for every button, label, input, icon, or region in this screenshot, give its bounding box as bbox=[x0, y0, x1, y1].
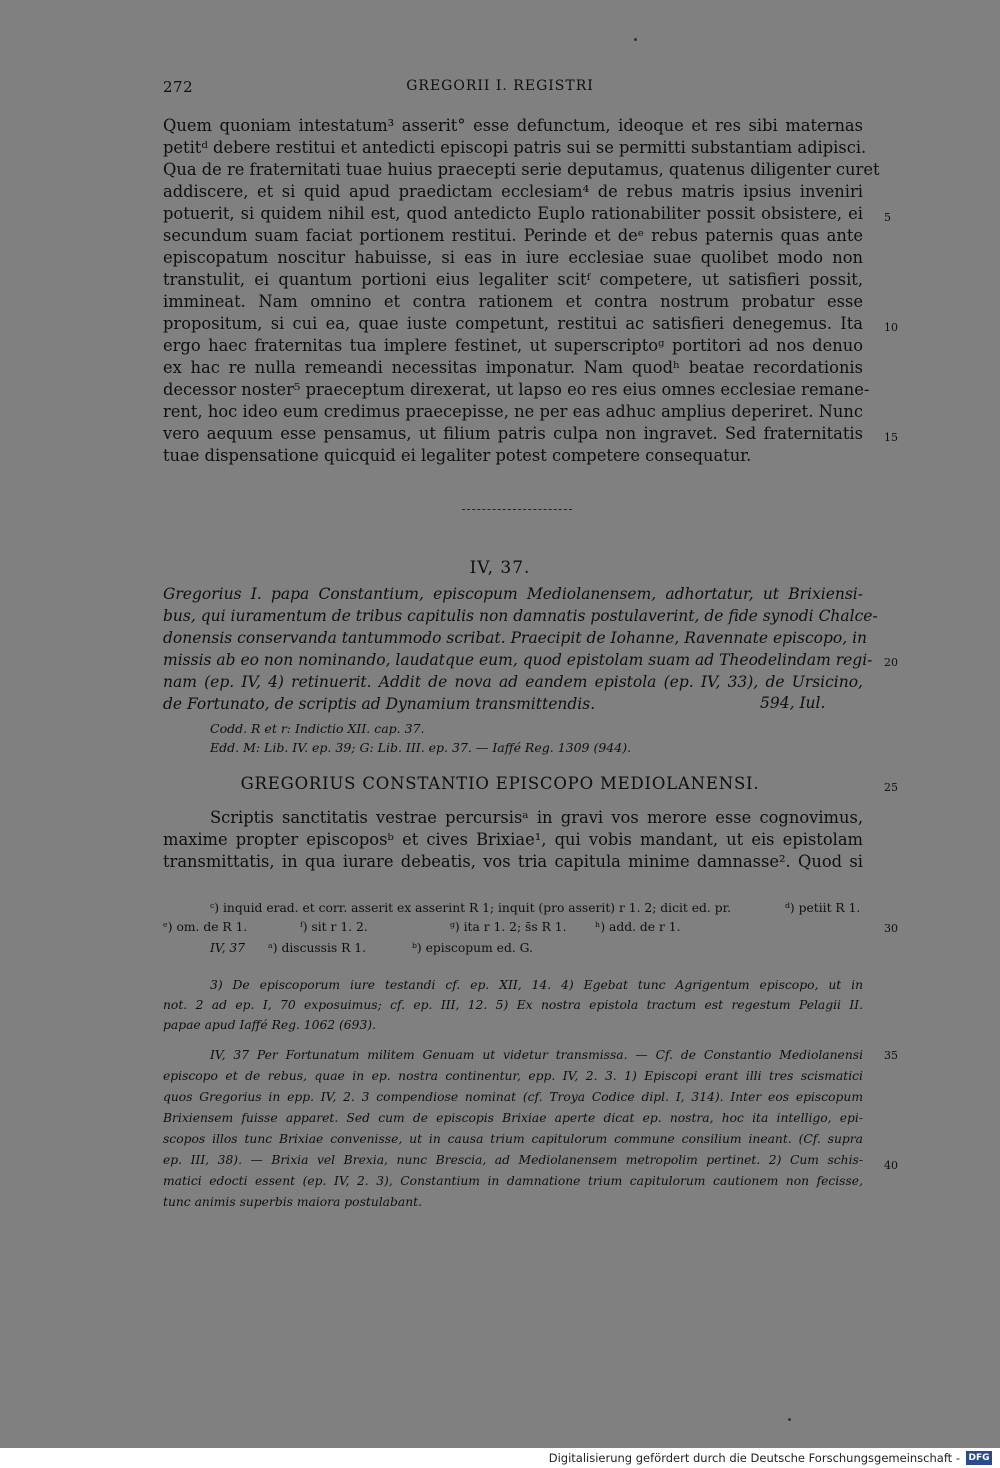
apparatus-note: ᶠ) sit r 1. 2. bbox=[300, 920, 368, 934]
apparatus-note: ᵉ) om. de R 1. bbox=[163, 920, 248, 934]
summary-line: missis ab eo non nominando, laudatque eum, quod epistolam suam ad Theodelindam regi- bbox=[163, 651, 873, 669]
letter-line: transmittatis, in qua iurare debeatis, vos tria capitula minime damnasse². Quod si bbox=[163, 852, 863, 871]
commentary-line: Brixiensem fuisse apparet. Sed cum de episcopis Brixiae aperte dicat ep. nostra, hoc ita intelligo, epi- bbox=[163, 1111, 863, 1125]
letter-line: Scriptis sanctitatis vestrae percursisᵃ in gravi vos merore esse cognovimus, bbox=[210, 808, 863, 827]
page-number: 272 bbox=[163, 78, 194, 96]
line-number: 15 bbox=[884, 431, 898, 444]
dfg-logo: DFG bbox=[966, 1451, 992, 1465]
commentary-line: matici edocti essent (ep. IV, 2. 3), Constantium in damnatione trium capitulorum cautionem non fecisse, bbox=[163, 1174, 863, 1188]
letter-title: GREGORIUS CONSTANTIO EPISCOPO MEDIOLANENSI. bbox=[240, 774, 760, 793]
commentary-line: episcopo et de rebus, quae in ep. nostra continentur, epp. IV, 2. 3. 1) Episcopi erant illi tres scismatici bbox=[163, 1069, 863, 1083]
line-number: 30 bbox=[884, 922, 898, 935]
commentary-line: tunc animis superbis maiora postulabant. bbox=[163, 1195, 422, 1209]
summary-line: Gregorius I. papa Constantium, episcopum Mediolanensem, adhortatur, ut Brixiensi- bbox=[163, 585, 863, 603]
apparatus-note: ʰ) add. de r 1. bbox=[595, 920, 681, 934]
body-line: episcopatum noscitur habuisse, si eas in iure ecclesiae suae quolibet modo non bbox=[163, 248, 863, 267]
body-line: transtulit, ei quantum portioni eius legaliter scitᶠ competere, ut satisfieri possit, bbox=[163, 270, 863, 289]
summary-line: bus, qui iuramentum de tribus capitulis non damnatis postulaverint, de fide synodi Chalce- bbox=[163, 607, 878, 625]
scan-speck bbox=[788, 1418, 791, 1421]
body-line: vero aequum esse pensamus, ut filium patris culpa non ingravet. Sed fraternitatis bbox=[163, 424, 863, 443]
line-number: 25 bbox=[884, 781, 898, 794]
body-line: tuae dispensatione quicquid ei legaliter potest competere consequatur. bbox=[163, 446, 752, 465]
commentary-line: quos Gregorius in epp. IV, 2. 3 compendiose nominat (cf. Troya Codice dipl. I, 314). Inter eos episcopum bbox=[163, 1090, 863, 1104]
body-line: petitᵈ debere restitui et antedicti episcopi patris sui se permitti substantiam adipisci. bbox=[163, 138, 867, 157]
line-number: 40 bbox=[884, 1159, 898, 1172]
scan-speck bbox=[634, 38, 637, 41]
codices-line: Codd. R et r: Indictio XII. cap. 37. bbox=[210, 721, 425, 736]
body-line: Qua de re fraternitati tuae huius praecepti serie deputamus, quatenus diligenter curet bbox=[163, 160, 880, 179]
commentary-line: scopos illos tunc Brixiae convenisse, ut in causa trium capitulorum commune consilium ineant. (Cf. supra bbox=[163, 1132, 863, 1146]
note-line: papae apud Iaffé Reg. 1062 (693). bbox=[163, 1018, 376, 1032]
line-number: 5 bbox=[884, 211, 891, 224]
footer-credit: Digitalisierung gefördert durch die Deutsche Forschungsgemeinschaft - bbox=[548, 1451, 960, 1465]
line-number: 20 bbox=[884, 656, 898, 669]
body-line: propositum, si cui ea, quae iuste competunt, restitui ac satisfieri denegemus. Ita bbox=[163, 314, 863, 333]
line-number: 10 bbox=[884, 321, 898, 334]
note-line: not. 2 ad ep. I, 70 exposuimus; cf. ep. III, 12. 5) Ex nostra epistola tractum est regestum Pelagii II. bbox=[163, 998, 863, 1012]
summary-date: 594, Iul. bbox=[760, 694, 826, 712]
note-line: 3) De episcoporum iure testandi cf. ep. XII, 14. 4) Egebat tunc Agrigentum episcopo, ut in bbox=[210, 978, 863, 992]
body-line: ergo haec fraternitas tua implere festinet, ut superscriptoᵍ portitori ad nos denuo bbox=[163, 336, 863, 355]
body-line: addiscere, et si quid apud praedictam ecclesiam⁴ de rebus matris ipsius inveniri bbox=[163, 182, 863, 201]
apparatus-note: ᶜ) inquid erad. et corr. asserit ex asserint R 1; inquit (pro asserit) r 1. 2; dicit ed. pr. bbox=[210, 901, 732, 915]
body-line: potuerit, si quidem nihil est, quod antedicto Euplo rationabiliter possit obsistere, ei bbox=[163, 204, 863, 223]
body-line: rent, hoc ideo eum credimus praecepisse, ne per eas adhuc amplius deperiret. Nunc bbox=[163, 402, 863, 421]
body-line: decessor noster⁵ praeceptum direxerat, ut lapso eo res eius omnes ecclesiae remane- bbox=[163, 380, 870, 399]
summary-line: donensis conservanda tantummodo scribat. Praecipit de Iohanne, Ravennate episcopo, in bbox=[163, 629, 868, 647]
summary-line: nam (ep. IV, 4) retinuerit. Addit de nova ad eandem epistola (ep. IV, 33), de Ursicino, bbox=[163, 673, 863, 691]
apparatus-note: ᵈ) petiit R 1. bbox=[785, 901, 861, 915]
summary-line: de Fortunato, de scriptis ad Dynamium transmittendis. bbox=[163, 695, 596, 713]
editions-line: Edd. M: Lib. IV. ep. 39; G: Lib. III. ep. 37. — Iaffé Reg. 1309 (944). bbox=[210, 740, 632, 755]
body-line: secundum suam faciat portionem restitui. Perinde et deᵉ rebus paternis quas ante bbox=[163, 226, 863, 245]
apparatus-note: ᵇ) episcopum ed. G. bbox=[412, 941, 533, 955]
apparatus-note: ᵍ) ita r 1. 2; s̄s R 1. bbox=[450, 920, 567, 934]
apparatus-ref: IV, 37 bbox=[210, 941, 246, 955]
body-line: Quem quoniam intestatum³ asserit° esse defunctum, ideoque et res sibi maternas bbox=[163, 116, 863, 135]
running-title: GREGORII I. REGISTRI bbox=[406, 78, 594, 94]
section-title: IV, 37. bbox=[469, 558, 531, 578]
body-line: ex hac re nulla remeandi necessitas imponatur. Nam quodʰ beatae recordationis bbox=[163, 358, 863, 377]
commentary-line: IV, 37 Per Fortunatum militem Genuam ut videtur transmissa. — Cf. de Constantio Mediolanensi bbox=[210, 1048, 863, 1062]
section-divider bbox=[462, 509, 572, 512]
apparatus-note: ᵃ) discussis R 1. bbox=[268, 941, 367, 955]
commentary-line: ep. III, 38). — Brixia vel Brexia, nunc Brescia, ad Mediolanensem metropolim pertinet. 2) Cum schis- bbox=[163, 1153, 863, 1167]
body-line: immineat. Nam omnino et contra rationem et contra nostrum probatur esse bbox=[163, 292, 863, 311]
letter-line: maxime propter episcoposᵇ et cives Brixiae¹, qui vobis mandant, ut eis epistolam bbox=[163, 830, 863, 849]
line-number: 35 bbox=[884, 1049, 898, 1062]
